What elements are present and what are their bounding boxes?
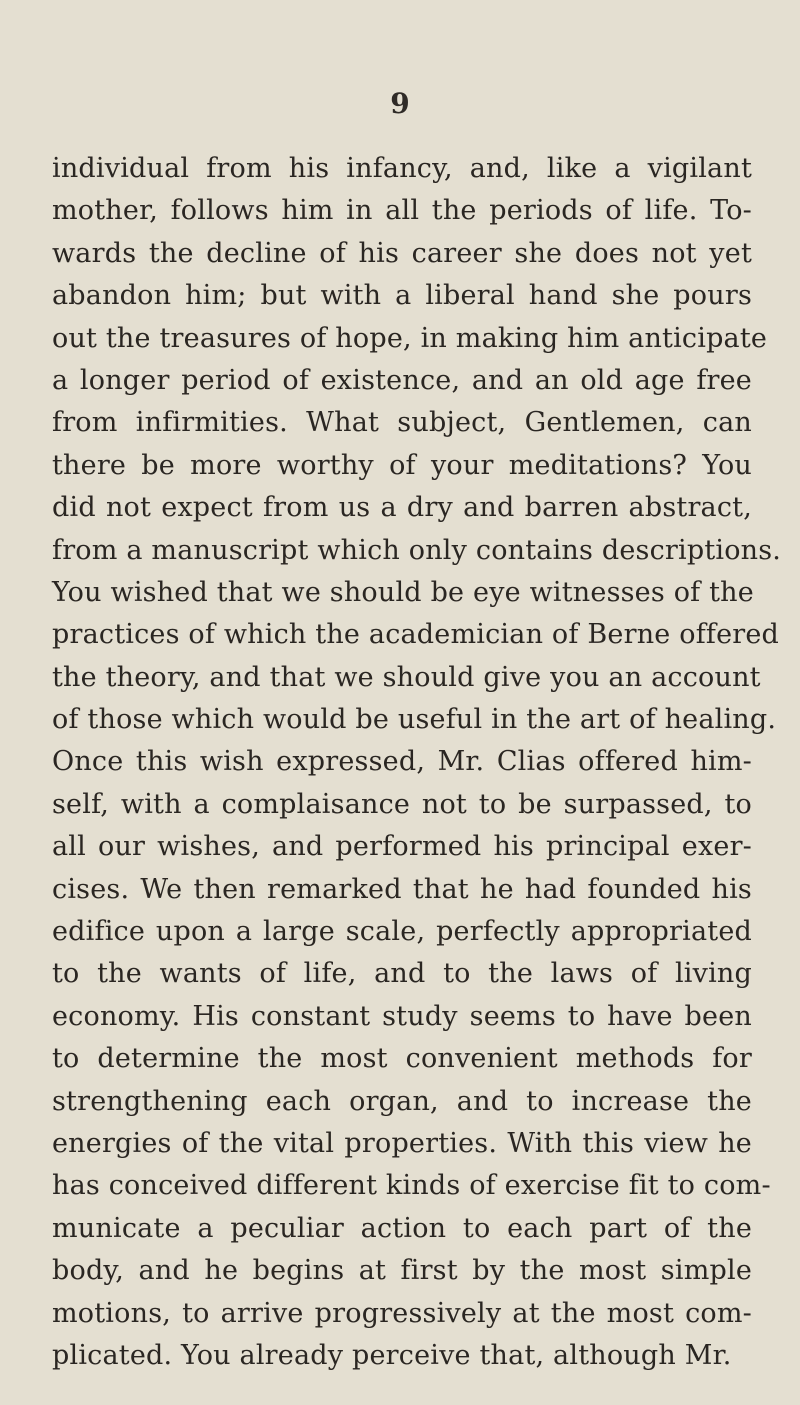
text-line: edifice upon a large scale, perfectly appropriated [52,916,752,948]
text-line: plicated. You already perceive that, although Mr. [52,1339,732,1371]
text-line: motions, to arrive progressively at the most com- [52,1297,752,1329]
text-line: energies of the vital properties. With this view he [52,1127,752,1159]
text-line: self, with a complaisance not to be surpassed, to [52,788,752,820]
text-line: all our wishes, and performed his principal exer- [52,831,752,863]
text-line: out the treasures of hope, in making him anticipate [52,322,768,354]
text-line: Once this wish expressed, Mr. Clias offered him- [52,746,752,778]
text-line: strengthening each organ, and to increase the [52,1085,752,1117]
text-line: wards the decline of his career she does not yet [52,237,752,269]
text-line: economy. His constant study seems to have been [52,1000,752,1032]
text-line: there be more worthy of your meditations? You [52,449,752,481]
text-line: body, and he begins at first by the most simple [52,1255,752,1287]
text-line: from infirmities. What subject, Gentlemen, can [52,407,752,439]
text-line: mother, follows him in all the periods of life. To- [52,195,752,227]
text-line: individual from his infancy, and, like a vigilant [52,153,752,184]
text-line: to the wants of life, and to the laws of living [52,958,752,990]
text-line: the theory, and that we should give you an account [52,661,761,693]
text-line: cises. We then remarked that he had founded his [52,873,752,905]
text-line: abandon him; but with a liberal hand she pours [52,280,752,312]
text-line: has conceived different kinds of exercise fit to com- [52,1170,771,1202]
text-line: of those which would be useful in the art of healing. [52,704,777,736]
text-line: practices of which the academician of Berne offered [52,619,780,651]
text-line: a longer period of existence, and an old age free [52,364,752,396]
text-line: from a manuscript which only contains descriptions. [52,534,782,566]
page-number: 9 [390,87,410,120]
text-line: municate a peculiar action to each part of the [52,1212,752,1244]
text-line: to determine the most convenient methods for [52,1043,752,1075]
text-line: You wished that we should be eye witnesses of the [52,576,754,608]
text-line: did not expect from us a dry and barren abstract, [52,492,752,524]
body-text [52,148,782,1377]
